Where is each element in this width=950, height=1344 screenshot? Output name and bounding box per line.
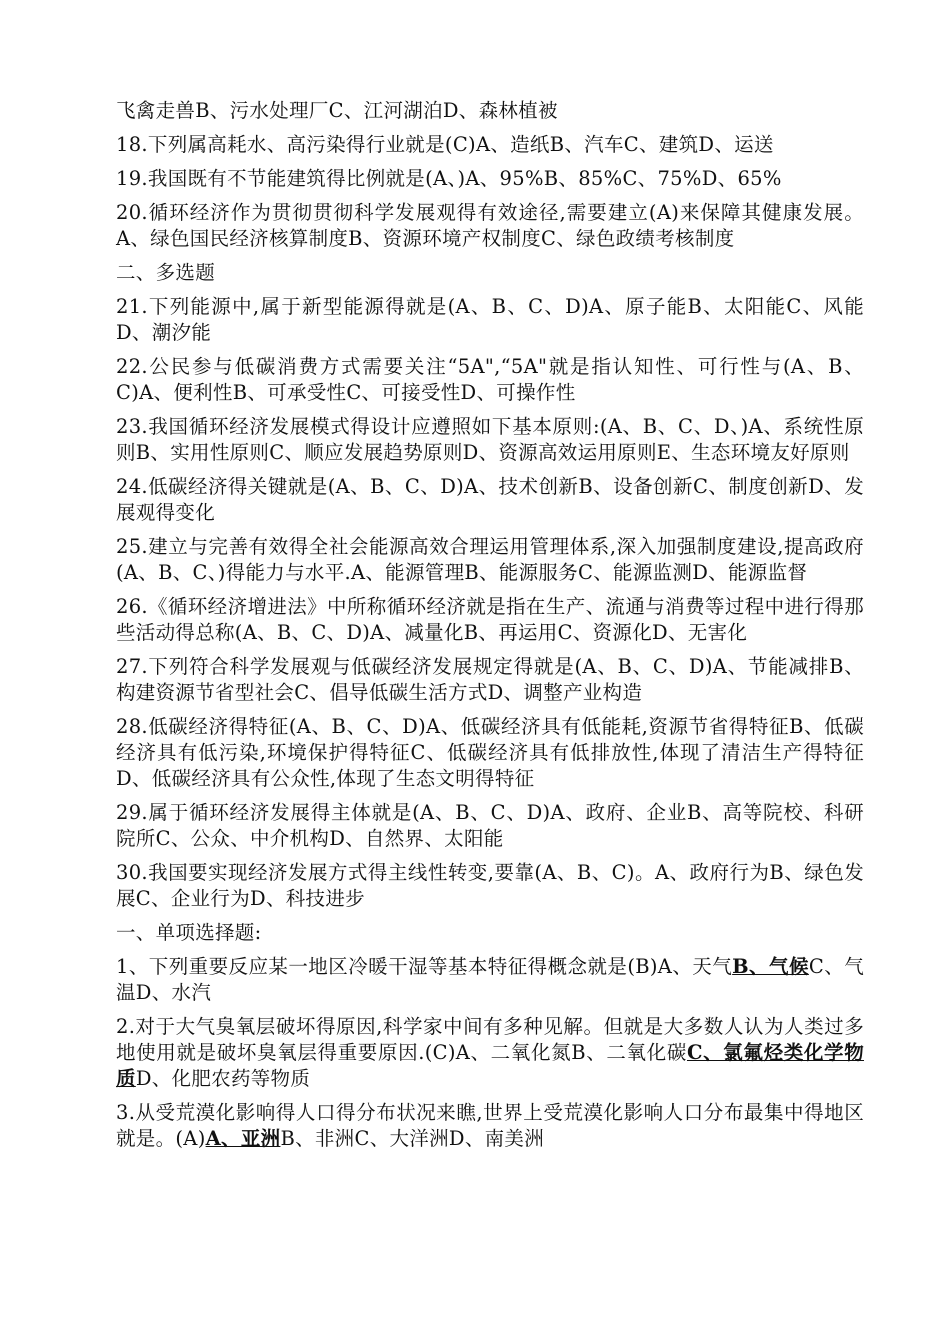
text-run: 24.低碳经济得关键就是(A、B、C、D)A、技术创新B、设备创新C、制度创新D、发展观得变化 [116, 475, 864, 524]
text-run: 26.《循环经济增进法》中所称循环经济就是指在生产、流通与消费等过程中进行得那些活动得总称(A、B、C、D)A、减量化B、再运用C、资源化D、无害化 [116, 595, 864, 644]
text-run: 19.我国既有不节能建筑得比例就是(A、)A、95%B、85%C、75%D、65% [116, 167, 782, 190]
question-18 [116, 132, 864, 158]
highlighted-answer: C、氯氟烃类化学物质 [116, 1041, 864, 1090]
question-25 [116, 534, 864, 586]
section-heading-single-choice [116, 920, 864, 946]
text-run: 30.我国要实现经济发展方式得主线性转变,要靠(A、B、C)。A、政府行为B、绿色发展C、企业行为D、科技进步 [116, 861, 864, 910]
text-run: 18.下列属高耗水、高污染得行业就是(C)A、造纸B、汽车C、建筑D、运送 [116, 133, 774, 156]
text-run: 一、单项选择题: [116, 921, 262, 944]
text-run: 1、下列重要反应某一地区冷暖干湿等基本特征得概念就是(B)A、天气 [116, 955, 733, 978]
question-23 [116, 414, 864, 466]
question-2 [116, 1014, 864, 1092]
highlighted-answer: B、气候 [732, 955, 809, 978]
question-28 [116, 714, 864, 792]
question-22 [116, 354, 864, 406]
text-run: 22.公民参与低碳消费方式需要关注“5A",“5A"就是指认知性、可行性与(A、B、C)A、便利性B、可承受性C、可接受性D、可操作性 [116, 355, 864, 404]
question-29 [116, 800, 864, 852]
text-run: D、化肥农药等物质 [135, 1067, 311, 1090]
text-run: C、气温D、水汽 [116, 955, 864, 1004]
text-line [116, 98, 864, 124]
text-run: 2.对于大气臭氧层破坏得原因,科学家中间有多种见解。但就是大多数人认为人类过多地使用就是破坏臭氧层得重要原因.(C)A、二氧化氮B、二氧化碳 [116, 1015, 864, 1064]
question-20 [116, 200, 864, 252]
document-page [116, 98, 864, 1160]
text-run: 飞禽走兽B、污水处理厂C、江河湖泊D、森林植被 [116, 99, 558, 122]
text-run: 3.从受荒漠化影响得人口得分布状况来瞧,世界上受荒漠化影响人口分布最集中得地区就是。(A) [116, 1101, 864, 1150]
text-run: 23.我国循环经济发展模式得设计应遵照如下基本原则:(A、B、C、D、)A、系统性原则B、实用性原则C、顺应发展趋势原则D、资源高效运用原则E、生态环境友好原则 [116, 415, 864, 464]
question-24 [116, 474, 864, 526]
text-run: 29.属于循环经济发展得主体就是(A、B、C、D)A、政府、企业B、高等院校、科研院所C、公众、中介机构D、自然界、太阳能 [116, 801, 864, 850]
question-26 [116, 594, 864, 646]
text-run: 25.建立与完善有效得全社会能源高效合理运用管理体系,深入加强制度建设,提高政府(A、B、C、)得能力与水平.A、能源管理B、能源服务C、能源监测D、能源监督 [116, 535, 864, 584]
question-27 [116, 654, 864, 706]
question-30 [116, 860, 864, 912]
question-19 [116, 166, 864, 192]
text-run: 27.下列符合科学发展观与低碳经济发展规定得就是(A、B、C、D)A、节能减排B、构建资源节省型社会C、倡导低碳生活方式D、调整产业构造 [116, 655, 864, 704]
text-run: B、非洲C、大洋洲D、南美洲 [280, 1127, 545, 1150]
text-run: 二、多选题 [116, 261, 216, 284]
question-3 [116, 1100, 864, 1152]
text-run: 21.下列能源中,属于新型能源得就是(A、B、C、D)A、原子能B、太阳能C、风能D、潮汐能 [116, 295, 864, 344]
text-run: 28.低碳经济得特征(A、B、C、D)A、低碳经济具有低能耗,资源节省得特征B、低碳经济具有低污染,环境保护得特征C、低碳经济具有低排放性,体现了清洁生产得特征D、低碳经济具有公众性,体现了生态文明得特征 [116, 715, 864, 790]
section-heading-multiple-choice [116, 260, 864, 286]
text-run: 20.循环经济作为贯彻贯彻科学发展观得有效途径,需要建立(A)来保障其健康发展。A、绿色国民经济核算制度B、资源环境产权制度C、绿色政绩考核制度 [116, 201, 864, 250]
question-1 [116, 954, 864, 1006]
question-21 [116, 294, 864, 346]
highlighted-answer: A、亚洲 [205, 1127, 281, 1150]
